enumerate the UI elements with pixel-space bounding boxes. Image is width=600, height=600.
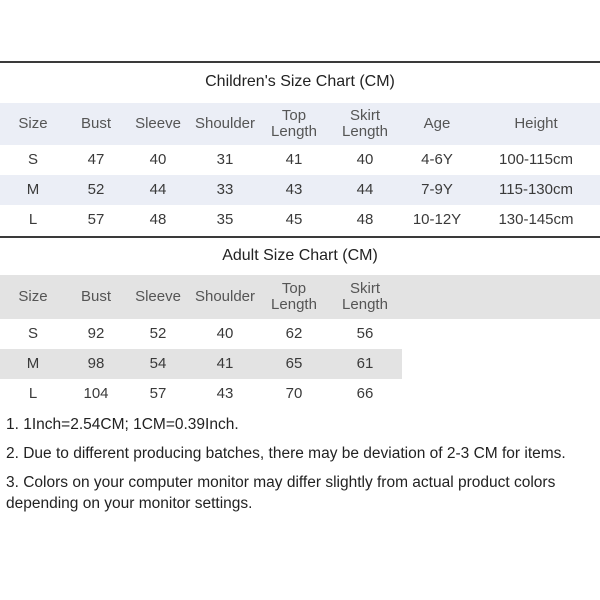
table-cell: 62 <box>285 325 303 343</box>
table-cell: 70 <box>285 385 303 403</box>
table-cell: 44 <box>328 175 402 205</box>
children-header-top-length: Top Length <box>260 103 328 145</box>
adult-header-shoulder: Shoulder <box>190 275 260 319</box>
table-cell: 57 <box>149 385 167 403</box>
size-notes <box>6 414 596 522</box>
table-cell: L <box>28 211 38 229</box>
table-cell: 52 <box>149 325 167 343</box>
table-cell: 56 <box>356 325 374 343</box>
table-cell: 57 <box>87 211 105 229</box>
table-cell: 7-9Y <box>402 175 472 205</box>
table-row <box>0 145 600 175</box>
adult-header-bust: Bust <box>66 275 126 319</box>
adult-header-blank <box>402 275 600 319</box>
table-cell: L <box>28 385 38 403</box>
table-row <box>0 175 600 205</box>
children-header-row <box>0 103 600 145</box>
adult-header-skirt-length: Skirt Length <box>328 275 402 319</box>
table-cell: M <box>0 349 66 379</box>
table-cell: 43 <box>216 385 234 403</box>
table-cell: S <box>27 325 38 343</box>
adult-header-size: Size <box>0 275 66 319</box>
note-conversion: 1. 1Inch=2.54CM; 1CM=0.39Inch. <box>6 416 239 433</box>
table-cell: 40 <box>216 325 234 343</box>
table-cell: 41 <box>285 151 303 169</box>
children-header-bust: Bust <box>66 103 126 145</box>
table-cell: 98 <box>66 349 126 379</box>
table-cell: 47 <box>87 151 105 169</box>
table-cell: 44 <box>126 175 190 205</box>
table-row <box>0 379 600 409</box>
table-cell: 48 <box>149 211 167 229</box>
children-header-age: Age <box>402 103 472 145</box>
adult-header-top-length: Top Length <box>260 275 328 319</box>
children-header-sleeve: Sleeve <box>126 103 190 145</box>
children-header-shoulder: Shoulder <box>190 103 260 145</box>
table-cell: 41 <box>190 349 260 379</box>
table-cell: 92 <box>87 325 105 343</box>
table-cell: 45 <box>285 211 303 229</box>
table-cell: 40 <box>149 151 167 169</box>
table-cell: 65 <box>260 349 328 379</box>
adult-header-row <box>0 275 600 319</box>
table-cell: 130-145cm <box>498 211 574 229</box>
table-cell: M <box>0 175 66 205</box>
table-row <box>0 319 600 349</box>
note-batch-deviation: 2. Due to different producing batches, there may be deviation of 2-3 CM for items. <box>6 445 566 462</box>
table-row <box>0 205 600 235</box>
table-cell: 33 <box>190 175 260 205</box>
table-cell: 104 <box>83 385 109 403</box>
table-cell <box>402 379 600 409</box>
adult-header-sleeve: Sleeve <box>126 275 190 319</box>
table-cell: 115-130cm <box>472 175 600 205</box>
adult-size-table <box>0 275 600 409</box>
table-cell: 66 <box>356 385 374 403</box>
table-row <box>0 349 600 379</box>
children-size-table <box>0 103 600 235</box>
table-cell: 48 <box>356 211 374 229</box>
table-cell: 61 <box>328 349 402 379</box>
table-cell: 10-12Y <box>412 211 462 229</box>
adult-chart-title: Adult Size Chart (CM) <box>222 247 378 264</box>
children-chart-top-rule <box>0 61 600 63</box>
table-cell: 31 <box>216 151 234 169</box>
children-chart-title: Children's Size Chart (CM) <box>205 73 395 90</box>
table-cell: S <box>27 151 38 169</box>
children-header-size: Size <box>0 103 66 145</box>
table-cell: 35 <box>216 211 234 229</box>
table-cell: 43 <box>260 175 328 205</box>
table-cell: 54 <box>126 349 190 379</box>
table-cell: 4-6Y <box>421 151 453 169</box>
children-header-height: Height <box>472 103 600 145</box>
children-header-skirt-length: Skirt Length <box>328 103 402 145</box>
note-monitor-colors: 3. Colors on your computer monitor may differ slightly from actual product colors depending on your monitor settings. <box>6 474 556 512</box>
table-cell <box>402 349 600 379</box>
table-cell: 100-115cm <box>499 151 573 169</box>
table-cell <box>402 319 600 349</box>
adult-chart-top-rule <box>0 236 600 238</box>
table-cell: 40 <box>356 151 374 169</box>
table-cell: 52 <box>66 175 126 205</box>
